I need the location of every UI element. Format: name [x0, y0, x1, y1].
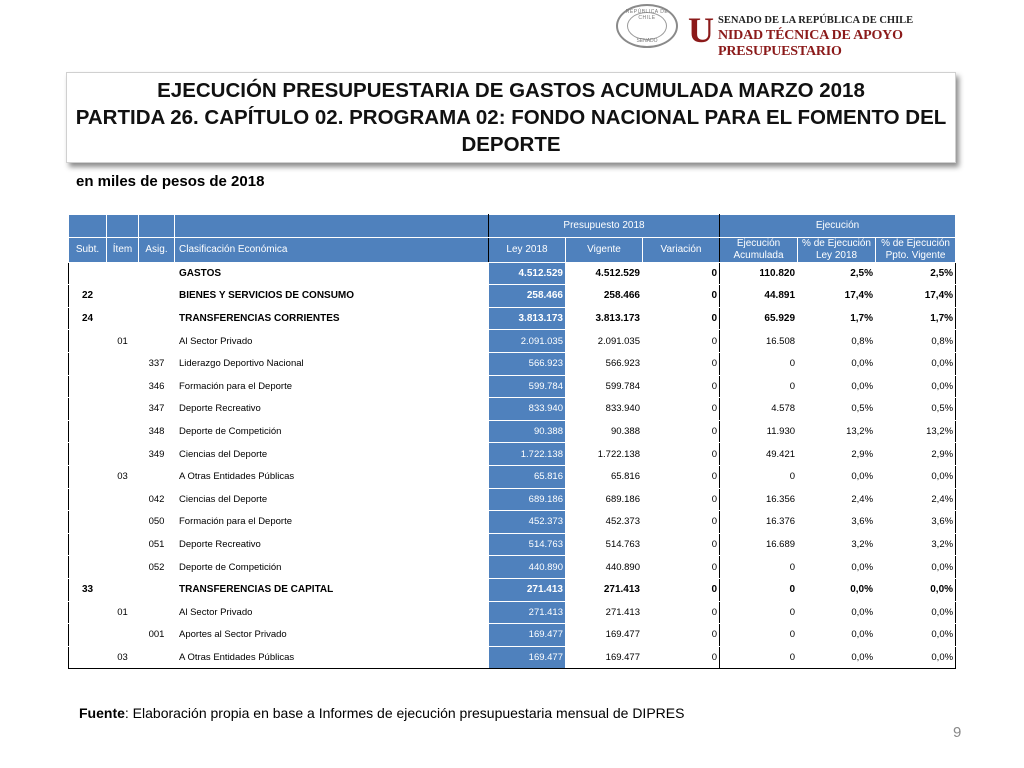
- col-header-ejecucion-acumulada: [720, 237, 798, 262]
- cell-asig: 346: [139, 375, 175, 398]
- cell-pct-ley: 0,0%: [798, 601, 876, 624]
- cell-subt: [69, 443, 107, 466]
- table-row: [69, 533, 956, 556]
- cell-item: 01: [107, 330, 139, 353]
- cell-subt: [69, 601, 107, 624]
- table-row: [69, 488, 956, 511]
- cell-vigente: 1.722.138: [566, 443, 643, 466]
- table-row: [69, 624, 956, 647]
- cell-ley: 90.388: [489, 420, 566, 443]
- cell-clasificacion: Deporte Recreativo: [175, 533, 489, 556]
- cell-clasificacion: Deporte de Competición: [175, 556, 489, 579]
- cell-variacion: 0: [643, 443, 720, 466]
- cell-clasificacion: TRANSFERENCIAS DE CAPITAL: [175, 578, 489, 601]
- cell-asig: [139, 307, 175, 330]
- cell-ejecucion-acumulada: 4.578: [720, 398, 798, 421]
- cell-pct-ley: 3,2%: [798, 533, 876, 556]
- cell-pct-ley: 0,0%: [798, 352, 876, 375]
- cell-pct-vigente: 0,0%: [876, 352, 956, 375]
- cell-pct-vigente: 0,0%: [876, 601, 956, 624]
- cell-item: [107, 556, 139, 579]
- cell-ejecucion-acumulada: 0: [720, 578, 798, 601]
- cell-item: [107, 443, 139, 466]
- cell-pct-vigente: 0,8%: [876, 330, 956, 353]
- cell-pct-vigente: 0,0%: [876, 646, 956, 669]
- page-number: 9: [953, 724, 962, 741]
- cell-pct-ley: 0,0%: [798, 556, 876, 579]
- cell-asig: 348: [139, 420, 175, 443]
- cell-item: [107, 375, 139, 398]
- cell-pct-ley: 1,7%: [798, 307, 876, 330]
- cell-clasificacion: Ciencias del Deporte: [175, 443, 489, 466]
- title-box: [66, 72, 956, 163]
- cell-pct-ley: 0,0%: [798, 578, 876, 601]
- cell-item: [107, 420, 139, 443]
- table-row: [69, 375, 956, 398]
- cell-variacion: 0: [643, 578, 720, 601]
- cell-variacion: 0: [643, 330, 720, 353]
- cell-asig: 042: [139, 488, 175, 511]
- cell-vigente: 90.388: [566, 420, 643, 443]
- cell-pct-ley: 2,9%: [798, 443, 876, 466]
- cell-variacion: 0: [643, 601, 720, 624]
- cell-subt: [69, 330, 107, 353]
- table-row: [69, 601, 956, 624]
- budget-table: [68, 214, 956, 669]
- cell-variacion: 0: [643, 488, 720, 511]
- cell-clasificacion: Al Sector Privado: [175, 601, 489, 624]
- cell-pct-vigente: 0,0%: [876, 624, 956, 647]
- group-header-ejecucion: Ejecución: [720, 215, 956, 238]
- group-header-row: [69, 215, 956, 238]
- cell-item: [107, 285, 139, 308]
- cell-ejecucion-acumulada: 49.421: [720, 443, 798, 466]
- cell-ejecucion-acumulada: 0: [720, 556, 798, 579]
- column-header-row: [69, 237, 956, 262]
- cell-clasificacion: Ciencias del Deporte: [175, 488, 489, 511]
- cell-pct-ley: 0,0%: [798, 375, 876, 398]
- cell-subt: 24: [69, 307, 107, 330]
- cell-ejecucion-acumulada: 110.820: [720, 262, 798, 285]
- cell-vigente: 169.477: [566, 624, 643, 647]
- col-header-vigente: Vigente: [566, 237, 643, 262]
- cell-clasificacion: BIENES Y SERVICIOS DE CONSUMO: [175, 285, 489, 308]
- cell-pct-vigente: 0,5%: [876, 398, 956, 421]
- cell-ejecucion-acumulada: 0: [720, 646, 798, 669]
- cell-clasificacion: Aportes al Sector Privado: [175, 624, 489, 647]
- cell-subt: [69, 533, 107, 556]
- cell-item: [107, 398, 139, 421]
- cell-ley: 452.373: [489, 511, 566, 534]
- source-label: Fuente: [79, 705, 125, 721]
- cell-clasificacion: A Otras Entidades Públicas: [175, 465, 489, 488]
- cell-subt: [69, 352, 107, 375]
- cell-pct-ley: 2,5%: [798, 262, 876, 285]
- cell-vigente: 271.413: [566, 578, 643, 601]
- seal-text-top: REPÚBLICA DE CHILE: [625, 9, 669, 21]
- cell-ley: 689.186: [489, 488, 566, 511]
- cell-ejecucion-acumulada: 16.376: [720, 511, 798, 534]
- cell-ley: 169.477: [489, 646, 566, 669]
- cell-ley: 3.813.173: [489, 307, 566, 330]
- col-header-subt: Subt.: [69, 237, 107, 262]
- cell-ley: 271.413: [489, 578, 566, 601]
- cell-ejecucion-acumulada: 65.929: [720, 307, 798, 330]
- cell-asig: 052: [139, 556, 175, 579]
- cell-clasificacion: TRANSFERENCIAS CORRIENTES: [175, 307, 489, 330]
- cell-pct-vigente: 3,6%: [876, 511, 956, 534]
- cell-variacion: 0: [643, 262, 720, 285]
- cell-pct-ley: 13,2%: [798, 420, 876, 443]
- cell-asig: [139, 601, 175, 624]
- col-header-item: Ítem: [107, 237, 139, 262]
- table-body: [69, 262, 956, 669]
- cell-subt: [69, 488, 107, 511]
- cell-item: [107, 307, 139, 330]
- cell-ejecucion-acumulada: 44.891: [720, 285, 798, 308]
- cell-ejecucion-acumulada: 16.689: [720, 533, 798, 556]
- cell-variacion: 0: [643, 624, 720, 647]
- cell-ley: 1.722.138: [489, 443, 566, 466]
- cell-pct-ley: 3,6%: [798, 511, 876, 534]
- cell-variacion: 0: [643, 465, 720, 488]
- cell-pct-vigente: 2,4%: [876, 488, 956, 511]
- cell-clasificacion: Liderazgo Deportivo Nacional: [175, 352, 489, 375]
- col-header-ejec-acum-line1: Ejecución: [736, 237, 781, 249]
- cell-asig: 349: [139, 443, 175, 466]
- cell-variacion: 0: [643, 375, 720, 398]
- cell-ejecucion-acumulada: 0: [720, 352, 798, 375]
- col-header-pct-ley: [798, 237, 876, 262]
- cell-asig: [139, 330, 175, 353]
- cell-ejecucion-acumulada: 11.930: [720, 420, 798, 443]
- cell-ley: 2.091.035: [489, 330, 566, 353]
- cell-asig: 001: [139, 624, 175, 647]
- logo-line-2: NIDAD TÉCNICA DE APOYO PRESUPUESTARIO: [718, 28, 903, 59]
- cell-vigente: 566.923: [566, 352, 643, 375]
- cell-ley: 271.413: [489, 601, 566, 624]
- seal-text-bottom: SENADO: [636, 38, 658, 44]
- cell-item: 01: [107, 601, 139, 624]
- cell-pct-vigente: 0,0%: [876, 375, 956, 398]
- cell-asig: [139, 465, 175, 488]
- cell-item: [107, 511, 139, 534]
- senado-seal-icon: [616, 4, 678, 48]
- cell-item: [107, 533, 139, 556]
- cell-ley: 514.763: [489, 533, 566, 556]
- cell-vigente: 4.512.529: [566, 262, 643, 285]
- cell-pct-vigente: 13,2%: [876, 420, 956, 443]
- cell-subt: [69, 556, 107, 579]
- cell-vigente: 514.763: [566, 533, 643, 556]
- cell-pct-ley: 0,0%: [798, 624, 876, 647]
- cell-ley: 566.923: [489, 352, 566, 375]
- cell-pct-vigente: 0,0%: [876, 578, 956, 601]
- cell-pct-ley: 17,4%: [798, 285, 876, 308]
- cell-subt: 22: [69, 285, 107, 308]
- cell-item: 03: [107, 465, 139, 488]
- col-header-ley: Ley 2018: [489, 237, 566, 262]
- col-header-pct-ley-line2: Ley 2018: [815, 249, 858, 261]
- cell-clasificacion: Al Sector Privado: [175, 330, 489, 353]
- table-row: [69, 352, 956, 375]
- col-header-ejec-acum-line2: Acumulada: [733, 249, 784, 261]
- cell-clasificacion: A Otras Entidades Públicas: [175, 646, 489, 669]
- cell-subt: [69, 398, 107, 421]
- cell-ejecucion-acumulada: 16.356: [720, 488, 798, 511]
- cell-vigente: 271.413: [566, 601, 643, 624]
- cell-ejecucion-acumulada: 0: [720, 601, 798, 624]
- cell-vigente: 258.466: [566, 285, 643, 308]
- table-row: [69, 420, 956, 443]
- cell-asig: 050: [139, 511, 175, 534]
- cell-subt: [69, 465, 107, 488]
- col-header-asig: Asig.: [139, 237, 175, 262]
- table-row: [69, 307, 956, 330]
- cell-item: [107, 352, 139, 375]
- cell-vigente: 65.816: [566, 465, 643, 488]
- title-line-3: DEPORTE: [461, 133, 561, 156]
- title-line-2: PARTIDA 26. CAPÍTULO 02. PROGRAMA 02: FONDO NACIONAL PARA EL FOMENTO DEL: [75, 106, 947, 129]
- cell-item: [107, 624, 139, 647]
- table-row: [69, 262, 956, 285]
- cell-pct-vigente: 2,9%: [876, 443, 956, 466]
- cell-ley: 169.477: [489, 624, 566, 647]
- cell-subt: [69, 375, 107, 398]
- col-header-pct-vig-line2: Ppto. Vigente: [885, 249, 946, 261]
- cell-vigente: 440.890: [566, 556, 643, 579]
- cell-item: [107, 262, 139, 285]
- cell-ejecucion-acumulada: 16.508: [720, 330, 798, 353]
- cell-asig: 347: [139, 398, 175, 421]
- cell-pct-vigente: 1,7%: [876, 307, 956, 330]
- cell-clasificacion: Formación para el Deporte: [175, 375, 489, 398]
- table-row: [69, 443, 956, 466]
- cell-item: [107, 578, 139, 601]
- cell-asig: 337: [139, 352, 175, 375]
- cell-subt: 33: [69, 578, 107, 601]
- cell-variacion: 0: [643, 398, 720, 421]
- cell-variacion: 0: [643, 352, 720, 375]
- col-header-clasificacion: Clasificación Económica: [175, 237, 489, 262]
- units-label: en miles de pesos de 2018: [76, 173, 265, 190]
- cell-vigente: 2.091.035: [566, 330, 643, 353]
- logo-letter: U: [688, 10, 714, 50]
- table-row: [69, 330, 956, 353]
- group-header-presupuesto: Presupuesto 2018: [489, 215, 720, 238]
- cell-item: [107, 488, 139, 511]
- cell-ley: 258.466: [489, 285, 566, 308]
- cell-vigente: 599.784: [566, 375, 643, 398]
- cell-pct-vigente: 3,2%: [876, 533, 956, 556]
- cell-asig: 051: [139, 533, 175, 556]
- cell-ley: 65.816: [489, 465, 566, 488]
- cell-vigente: 3.813.173: [566, 307, 643, 330]
- cell-asig: [139, 646, 175, 669]
- col-header-variacion: Variación: [643, 237, 720, 262]
- cell-pct-vigente: 2,5%: [876, 262, 956, 285]
- cell-pct-ley: 0,0%: [798, 646, 876, 669]
- cell-ley: 599.784: [489, 375, 566, 398]
- cell-subt: [69, 511, 107, 534]
- cell-variacion: 0: [643, 511, 720, 534]
- cell-clasificacion: GASTOS: [175, 262, 489, 285]
- cell-clasificacion: Deporte Recreativo: [175, 398, 489, 421]
- cell-variacion: 0: [643, 307, 720, 330]
- cell-asig: [139, 262, 175, 285]
- cell-asig: [139, 578, 175, 601]
- table-row: [69, 511, 956, 534]
- cell-subt: [69, 646, 107, 669]
- cell-vigente: 169.477: [566, 646, 643, 669]
- cell-ley: 4.512.529: [489, 262, 566, 285]
- cell-pct-vigente: 0,0%: [876, 556, 956, 579]
- cell-ejecucion-acumulada: 0: [720, 624, 798, 647]
- cell-pct-vigente: 17,4%: [876, 285, 956, 308]
- table-row: [69, 285, 956, 308]
- cell-asig: [139, 285, 175, 308]
- cell-ejecucion-acumulada: 0: [720, 375, 798, 398]
- cell-ejecucion-acumulada: 0: [720, 465, 798, 488]
- cell-clasificacion: Formación para el Deporte: [175, 511, 489, 534]
- cell-pct-ley: 2,4%: [798, 488, 876, 511]
- cell-variacion: 0: [643, 420, 720, 443]
- cell-pct-vigente: 0,0%: [876, 465, 956, 488]
- table-row: [69, 465, 956, 488]
- table-row: [69, 398, 956, 421]
- cell-ley: 833.940: [489, 398, 566, 421]
- table-row: [69, 646, 956, 669]
- cell-clasificacion: Deporte de Competición: [175, 420, 489, 443]
- cell-variacion: 0: [643, 646, 720, 669]
- cell-subt: [69, 420, 107, 443]
- cell-item: 03: [107, 646, 139, 669]
- cell-vigente: 833.940: [566, 398, 643, 421]
- cell-subt: [69, 624, 107, 647]
- cell-pct-ley: 0,5%: [798, 398, 876, 421]
- cell-variacion: 0: [643, 533, 720, 556]
- cell-variacion: 0: [643, 285, 720, 308]
- title-line-1: EJECUCIÓN PRESUPUESTARIA DE GASTOS ACUMULADA MARZO 2018: [157, 79, 865, 102]
- cell-pct-ley: 0,0%: [798, 465, 876, 488]
- source-text: : Elaboración propia en base a Informes de ejecución presupuestaria mensual de DIPRES: [124, 705, 685, 721]
- source-note: [79, 705, 684, 721]
- cell-vigente: 689.186: [566, 488, 643, 511]
- col-header-pct-ley-line1: % de Ejecución: [802, 237, 871, 249]
- table-row: [69, 578, 956, 601]
- table-row: [69, 556, 956, 579]
- cell-vigente: 452.373: [566, 511, 643, 534]
- cell-variacion: 0: [643, 556, 720, 579]
- cell-pct-ley: 0,8%: [798, 330, 876, 353]
- col-header-pct-vig-line1: % de Ejecución: [881, 237, 950, 249]
- col-header-pct-vigente: [876, 237, 956, 262]
- cell-ley: 440.890: [489, 556, 566, 579]
- logo-line-1: SENADO DE LA REPÚBLICA DE CHILE: [718, 15, 914, 26]
- cell-subt: [69, 262, 107, 285]
